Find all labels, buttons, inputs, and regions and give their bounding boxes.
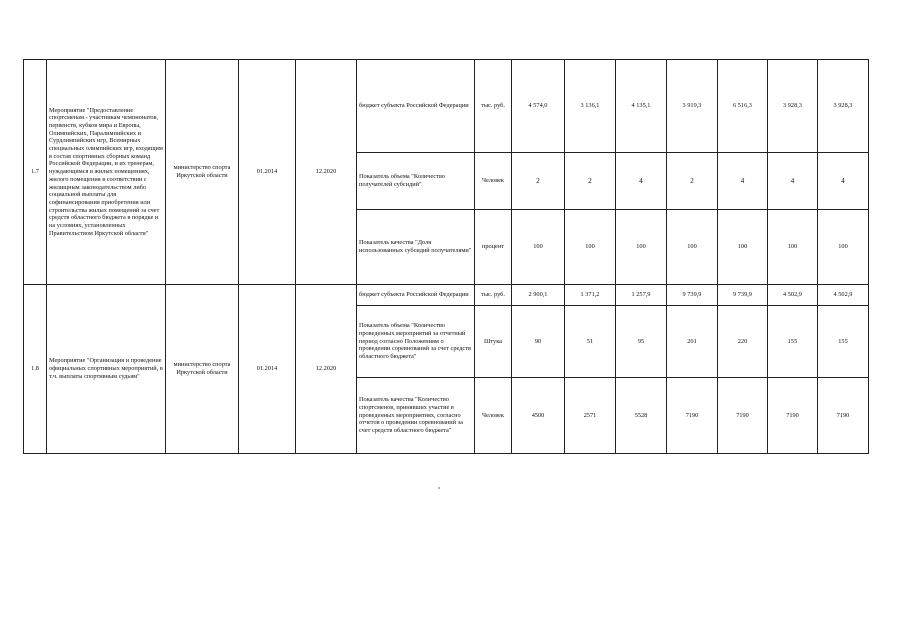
value-cell: 100 xyxy=(667,210,718,285)
value-cell: 4 xyxy=(818,153,869,210)
indicator-name: Показатель объема "Количество получателей субсидий" xyxy=(357,153,475,210)
indicator-unit: Человек xyxy=(475,153,512,210)
indicator-name: бюджет субъекта Российской Федерации xyxy=(357,285,475,306)
value-cell: 3 928,3 xyxy=(768,60,818,153)
value-cell: 5528 xyxy=(616,378,667,454)
value-cell: 220 xyxy=(718,306,768,378)
value-cell: 2571 xyxy=(565,378,616,454)
value-cell: 100 xyxy=(616,210,667,285)
value-cell: 7190 xyxy=(667,378,718,454)
scan-speck xyxy=(438,487,440,489)
indicator-unit: Штука xyxy=(475,306,512,378)
value-cell: 2 xyxy=(667,153,718,210)
program-table xyxy=(23,59,869,454)
value-cell: 4 574,0 xyxy=(512,60,565,153)
value-cell: 4 502,9 xyxy=(818,285,869,306)
indicator-name: бюджет субъекта Российской Федерации xyxy=(357,60,475,153)
row-number: 1.7 xyxy=(24,60,47,285)
value-cell: 51 xyxy=(565,306,616,378)
value-cell: 201 xyxy=(667,306,718,378)
end-date: 12.2020 xyxy=(296,60,357,285)
executor: министерство спорта Иркутской области xyxy=(166,285,239,454)
value-cell: 4 xyxy=(616,153,667,210)
indicator-unit: тыс. руб. xyxy=(475,60,512,153)
value-cell: 2 900,1 xyxy=(512,285,565,306)
end-date: 12.2020 xyxy=(296,285,357,454)
value-cell: 2 xyxy=(512,153,565,210)
table-row xyxy=(24,285,869,306)
value-cell: 2 xyxy=(565,153,616,210)
executor: министерство спорта Иркутской области xyxy=(166,60,239,285)
value-cell: 100 xyxy=(718,210,768,285)
value-cell: 100 xyxy=(768,210,818,285)
value-cell: 155 xyxy=(768,306,818,378)
value-cell: 90 xyxy=(512,306,565,378)
indicator-name: Показатель объема "Количество проведенных мероприятий за отчетный период согласно Положениям о проведении соревнований за счет средств областного бюджета" xyxy=(357,306,475,378)
indicator-unit: тыс. руб. xyxy=(475,285,512,306)
event-name: Мероприятие "Организация и проведение официальных спортивных мероприятий, в т.ч. выплаты спортивным судьям" xyxy=(47,285,166,454)
indicator-unit: Человек xyxy=(475,378,512,454)
value-cell: 4 502,9 xyxy=(768,285,818,306)
value-cell: 4500 xyxy=(512,378,565,454)
row-number: 1.8 xyxy=(24,285,47,454)
value-cell: 9 739,9 xyxy=(667,285,718,306)
value-cell: 4 xyxy=(768,153,818,210)
value-cell: 3 928,3 xyxy=(818,60,869,153)
value-cell: 9 739,9 xyxy=(718,285,768,306)
value-cell: 3 919,3 xyxy=(667,60,718,153)
start-date: 01.2014 xyxy=(239,285,296,454)
value-cell: 4 xyxy=(718,153,768,210)
value-cell: 7190 xyxy=(768,378,818,454)
value-cell: 4 135,1 xyxy=(616,60,667,153)
indicator-name: Показатель качества "Количество спортсменов, принявших участие в проведенных мероприятиях, согласно отчетов о проведении соревнований за счет средств областного бюджета" xyxy=(357,378,475,454)
value-cell: 1 371,2 xyxy=(565,285,616,306)
indicator-name: Показатель качества "Доля использованных субсидий получателями" xyxy=(357,210,475,285)
value-cell: 100 xyxy=(565,210,616,285)
table-row xyxy=(24,60,869,153)
value-cell: 7190 xyxy=(818,378,869,454)
value-cell: 155 xyxy=(818,306,869,378)
event-name: Мероприятие "Предоставление спортсменам - участникам чемпионатов, первенств, кубков мира и Европы, Олимпийских, Паралимпийских и Сурдлимпийских игр, Всемирных специальных олимпийских игр, входящим в состав спортивных сборных команд Российской Федерации, и их тренерам, нуждающимся в жилых помещениях, жилого помещения в соответствии с жилищным законодательством либо социальной выплаты для софинансирования приобретения или строительства жилых помещений за счет средств областного бюджета в порядке и на условиях, установленных Правительством Иркутской области" xyxy=(47,60,166,285)
value-cell: 3 136,1 xyxy=(565,60,616,153)
start-date: 01.2014 xyxy=(239,60,296,285)
indicator-unit: процент xyxy=(475,210,512,285)
value-cell: 100 xyxy=(512,210,565,285)
value-cell: 95 xyxy=(616,306,667,378)
value-cell: 7190 xyxy=(718,378,768,454)
value-cell: 6 516,3 xyxy=(718,60,768,153)
value-cell: 100 xyxy=(818,210,869,285)
value-cell: 1 257,9 xyxy=(616,285,667,306)
